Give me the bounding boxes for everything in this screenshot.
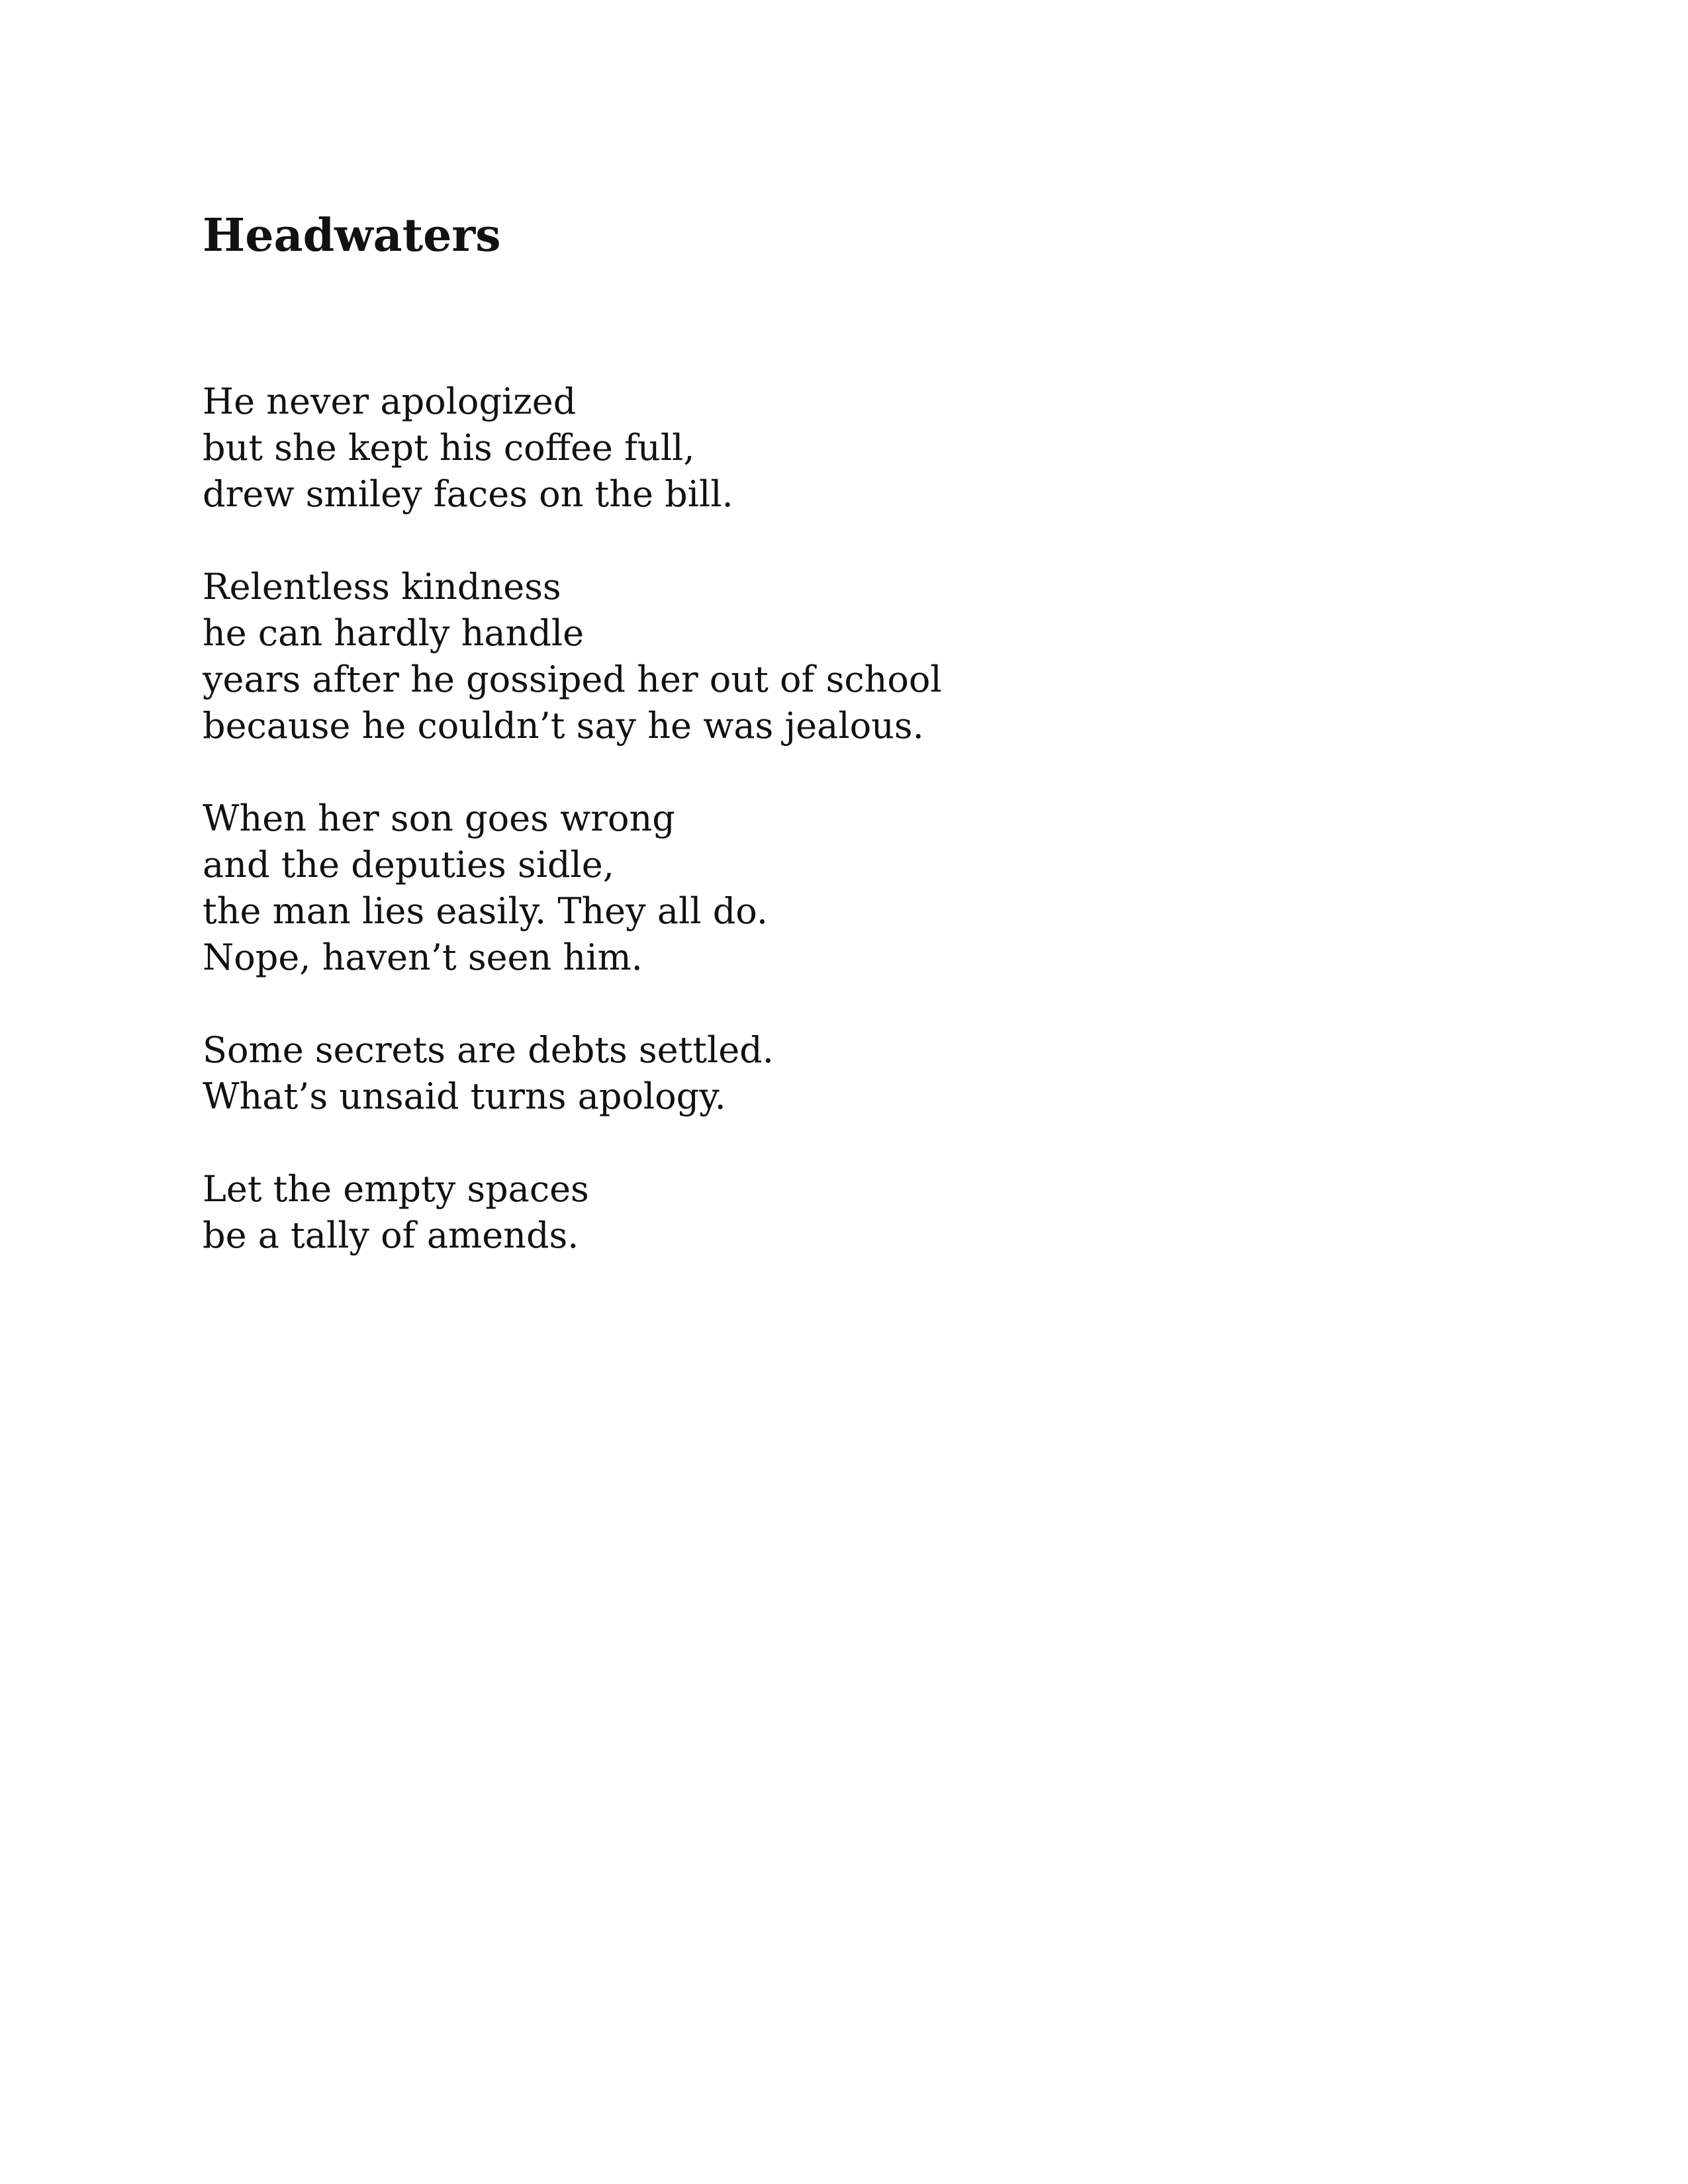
poem-line: Nope, haven’t seen him.: [203, 936, 643, 978]
poem-line: drew smiley faces on the bill.: [203, 473, 733, 515]
poem-line: Some secrets are debts settled.: [203, 1029, 774, 1071]
poem-title: Headwaters: [203, 209, 501, 262]
stanza-2: [203, 564, 1526, 749]
poem-line: What’s unsaid turns apology.: [203, 1075, 726, 1117]
poem-line: years after he gossiped her out of school: [203, 659, 942, 700]
stanza-3: [203, 796, 1526, 981]
poem-line: When her son goes wrong: [203, 797, 675, 839]
poem-line: because he couldn’t say he was jealous.: [203, 705, 924, 747]
poem-line: He never apologized: [203, 381, 577, 422]
poem-line: and the deputies sidle,: [203, 844, 614, 886]
stanza-4: [203, 1027, 1526, 1120]
poem-line: but she kept his coffee full,: [203, 427, 695, 469]
poem-line: the man lies easily. They all do.: [203, 890, 769, 932]
poem-line: Let the empty spaces: [203, 1168, 589, 1210]
poem-line: he can hardly handle: [203, 612, 585, 654]
stanza-1: [203, 379, 1526, 518]
poem-body: [203, 379, 1526, 1305]
poem-line: Relentless kindness: [203, 566, 561, 608]
stanza-5: [203, 1166, 1526, 1259]
poem-line: be a tally of amends.: [203, 1214, 579, 1256]
